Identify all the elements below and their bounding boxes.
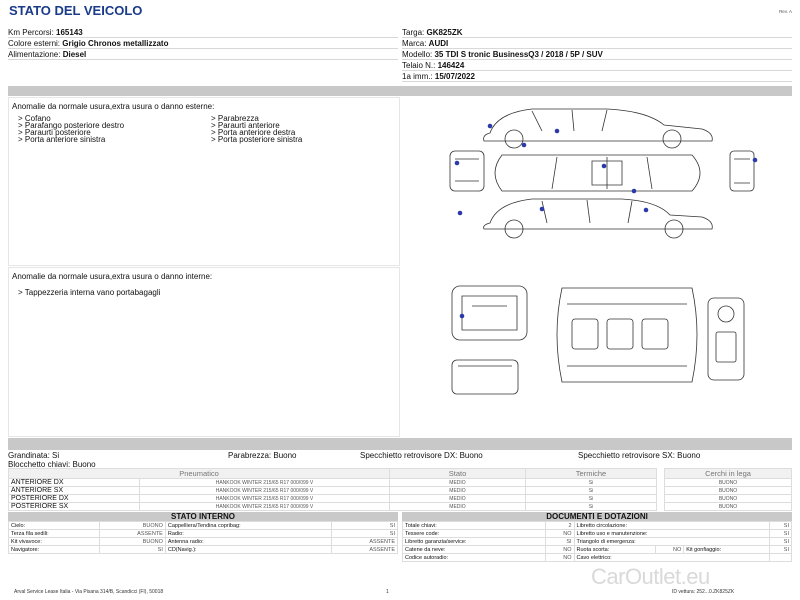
table-row: BUONO: [665, 479, 792, 487]
car-top-icon: [495, 155, 700, 191]
damage-dot-marker: [602, 164, 607, 169]
interior-damage-panel: [8, 267, 400, 437]
damage-dot-marker: [632, 189, 637, 194]
tyres-table: [8, 468, 657, 511]
list-item: > Parafango posteriore destro: [18, 121, 125, 130]
info-row-targa: Targa: GK825ZK: [402, 27, 792, 38]
footer-vehicle-id: ID vettura: 252...0.ZK825ZK: [672, 589, 735, 595]
vehicle-info-left: [8, 27, 398, 60]
footer-page-number: 1: [386, 589, 389, 595]
table-row: BUONO: [665, 503, 792, 511]
table-row: Catene da neve: NO Ruota scorta: NO Kit gonfiaggio: SI: [403, 546, 792, 554]
summary-parabrezza: Parabrezza: Buono: [228, 451, 297, 460]
info-row-modello: Modello: 35 TDI S tronic BusinessQ3 / 2018 / 5P / SUV: [402, 49, 792, 60]
documenti-title: DOCUMENTI E DOTAZIONI: [402, 512, 792, 521]
table-row: ANTERIORE SX HANKOOK WINTER 215/65 R17 000/099 V MEDIO Si: [9, 487, 657, 495]
stato-interno-table: [8, 521, 398, 554]
damage-dot-marker: [458, 211, 463, 216]
documenti-table: [402, 521, 792, 562]
table-row: POSTERIORE DX HANKOOK WINTER 215/65 R17 000/099 V MEDIO Si: [9, 495, 657, 503]
cerchi-table: [664, 468, 792, 511]
car-rear-icon: [730, 151, 754, 191]
list-item: > Porta anteriore sinistra: [18, 135, 106, 144]
list-item: > Paraurti anteriore: [211, 121, 280, 130]
page-title: STATO DEL VEICOLO: [9, 3, 143, 18]
tyres-header-stato: Stato: [390, 469, 526, 479]
table-row: BUONO: [665, 487, 792, 495]
damage-dot-marker: [460, 314, 465, 319]
table-row: Terza fila sedili: ASSENTE Radio: SI: [9, 530, 398, 538]
cabin-interior-icon: [557, 288, 697, 382]
summary-specchietto-dx: Specchietto retrovisore DX: Buono: [360, 451, 483, 460]
table-row: POSTERIORE SX HANKOOK WINTER 215/65 R17 000/099 V MEDIO Si: [9, 503, 657, 511]
summary-specchietto-sx: Specchietto retrovisore SX: Buono: [578, 451, 701, 460]
damage-dot-marker: [540, 207, 545, 212]
section-divider-bar: [8, 438, 792, 450]
vehicle-info-right: [402, 27, 792, 82]
tyres-header-pneumatico: Pneumatico: [9, 469, 390, 479]
footer-company: Arval Service Lease Italia - Via Pisana 314/B, Scandicci (FI), 50018: [14, 589, 164, 595]
list-item: > Porta posteriore sinistra: [211, 135, 303, 144]
summary-conditions: [8, 451, 792, 469]
exterior-damage-panel: [8, 97, 400, 266]
car-side-top-icon: [484, 109, 713, 148]
info-row-alimentazione: Alimentazione: Diesel: [8, 49, 398, 60]
section-divider-bar: [8, 86, 792, 96]
tyres-header-cerchi: Cerchi in lega: [665, 469, 792, 479]
table-row: Kit vivavoce: BUONO Antenna radio: ASSENTE: [9, 538, 398, 546]
table-row: Totale chiavi: 2 Libretto circolazione: SI: [403, 522, 792, 530]
list-item: > Parabrezza: [211, 114, 259, 123]
list-item: > Porta anteriore destra: [211, 128, 296, 137]
summary-grandinata: Grandinata: Si: [8, 451, 60, 460]
list-item: > Cofano: [18, 114, 51, 123]
tyres-header-termiche: Termiche: [526, 469, 657, 479]
info-row-km: Km Percorsi: 165143: [8, 27, 398, 38]
interior-damage-title: Anomalie da normale usura,extra usura o danno interne:: [12, 272, 213, 281]
table-row: Codice autoradio: NO Cavo elettrico:: [403, 554, 792, 562]
trunk-bottom-icon: [452, 360, 518, 394]
list-item: > Tappezzeria interna vano portabagagli: [18, 288, 161, 297]
info-row-colore: Colore esterni: Grigio Chronos metallizzato: [8, 38, 398, 49]
info-row-telaio: Telaio N.: 146424: [402, 60, 792, 71]
revision-label: Rev. A: [779, 9, 792, 14]
dashboard-icon: [708, 298, 744, 380]
table-row: BUONO: [665, 495, 792, 503]
summary-blocchetto: Blocchetto chiavi: Buono: [8, 460, 96, 469]
damage-dot-marker: [522, 143, 527, 148]
table-row: Libretto garanzia/service: SI Triangolo di emergenza: SI: [403, 538, 792, 546]
table-row: Tessere code: NO Libretto uso e manutenzione: SI: [403, 530, 792, 538]
list-item: > Paraurti posteriore: [18, 128, 91, 137]
info-row-immatricolazione: 1a imm.: 15/07/2022: [402, 71, 792, 82]
car-front-icon: [450, 151, 484, 191]
info-row-marca: Marca: AUDI: [402, 38, 792, 49]
car-side-bottom-icon: [484, 199, 713, 238]
damage-dot-marker: [555, 129, 560, 134]
table-row: ANTERIORE DX HANKOOK WINTER 215/65 R17 000/099 V MEDIO Si: [9, 479, 657, 487]
exterior-damage-list: [9, 113, 399, 143]
table-row: Cielo: BUONO Cappelliera/Tendina copribag: SI: [9, 522, 398, 530]
table-row: Navigatore: SI CD(Navig.): ASSENTE: [9, 546, 398, 554]
stato-interno-title: STATO INTERNO: [8, 512, 398, 521]
watermark-logo: CarOutlet.eu: [591, 564, 710, 589]
trunk-top-icon: [452, 286, 527, 340]
damage-dot-marker: [488, 124, 493, 129]
damage-dot-marker: [644, 208, 649, 213]
exterior-car-diagram: [402, 99, 792, 264]
damage-dot-marker: [455, 161, 460, 166]
interior-damage-list: [9, 283, 189, 297]
damage-dot-marker: [753, 158, 758, 163]
exterior-damage-title: Anomalie da normale usura,extra usura o danno esterne:: [12, 102, 215, 111]
interior-car-diagram: [402, 274, 792, 404]
